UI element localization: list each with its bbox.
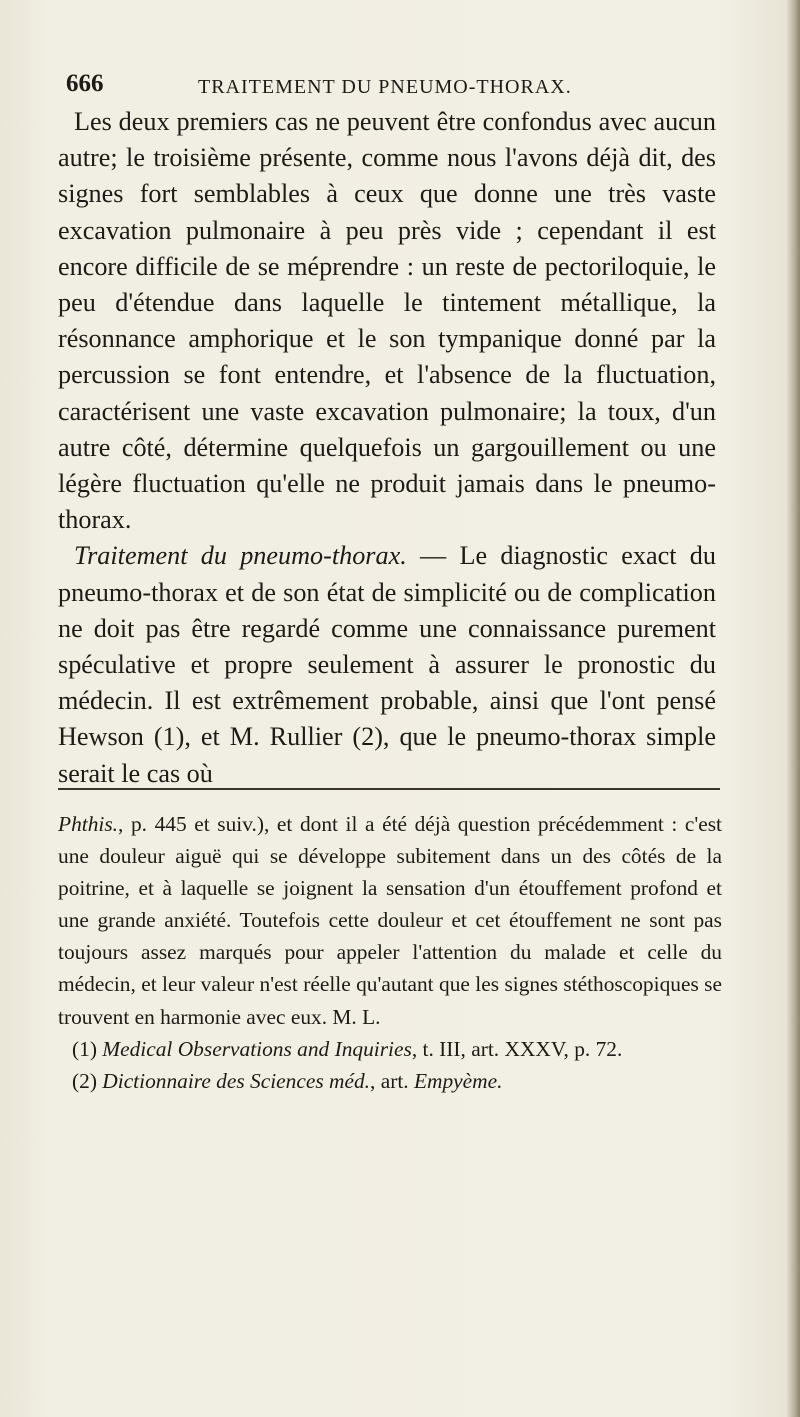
footnote-2 xyxy=(58,1065,722,1097)
running-head: TRAITEMENT DU PNEUMO-THORAX. xyxy=(198,76,572,98)
footnote-2-number: (2) xyxy=(72,1068,103,1093)
page-edge-shadow xyxy=(786,0,800,1417)
footnote-1-title: Medical Observations and Inquiries xyxy=(102,1036,412,1061)
footnote-2-article: Empyème. xyxy=(413,1068,503,1093)
footnote-ref-title: Phthis. xyxy=(58,812,119,836)
footnote-2-mid: , art. xyxy=(370,1068,414,1093)
footnote-continuation xyxy=(58,808,722,1033)
footnote-1-rest: , t. III, art. XXXV, p. 72. xyxy=(411,1036,623,1061)
page-number: 666 xyxy=(66,70,104,97)
page-header xyxy=(60,70,620,104)
footnote-1 xyxy=(58,1033,722,1065)
paragraph-treatment-text: — Le diagnostic exact du pneumo-thorax et de son état de simplicité ou de complication ne doit pas être regardé comme une connaissance purement spéculative et propre seulement à assurer le pronostic du médecin. Il est extrêmement probable, ainsi que l'ont pensé Hewson (1), et M. Rullier (2), que le pneumo-thorax simple serait le cas où xyxy=(58,541,716,788)
paragraph-treatment xyxy=(58,538,716,791)
main-text xyxy=(58,104,716,792)
footnote-1-number: (1) xyxy=(72,1036,103,1061)
footnote-rule xyxy=(58,788,720,790)
paragraph-diagnosis: Les deux premiers cas ne peuvent être confondus avec aucun autre; le troisième présente, comme nous l'avons déjà dit, des signes fort semblables à ceux que donne une très vaste excavation pulmonaire à peu près vide ; cependant il est encore difficile de se méprendre : un reste de pectoriloquie, le peu d'étendue dans laquelle le tintement métallique, la résonnance amphorique et le son tympanique donné par la percussion se font entendre, et l'absence de la fluctuation, caractérisent une vaste excavation pulmonaire; la toux, d'un autre côté, détermine quelquefois un gargouillement ou une légère fluctuation qu'elle ne produit jamais dans le pneumo-thorax. xyxy=(58,107,716,535)
section-title: Traitement du pneumo-thorax. xyxy=(74,541,407,571)
footnote-continuation-text: , p. 445 et suiv.), et dont il a été déjà question précédemment : c'est une douleur aiguë qui se développe subitement dans un des côtés de la poitrine, et à laquelle se joignent la sensation d'un étouffement profond et une grande anxiété. Toutefois cette douleur et cet étouffement ne sont pas toujours assez marqués pour appeler l'attention du malade et celle du médecin, et leur valeur n'est réelle qu'autant que les signes stéthoscopiques se trouvent en harmonie avec eux. M. L. xyxy=(58,812,722,1029)
footnote-2-title: Dictionnaire des Sciences méd. xyxy=(102,1068,370,1093)
footnotes xyxy=(58,808,722,1097)
